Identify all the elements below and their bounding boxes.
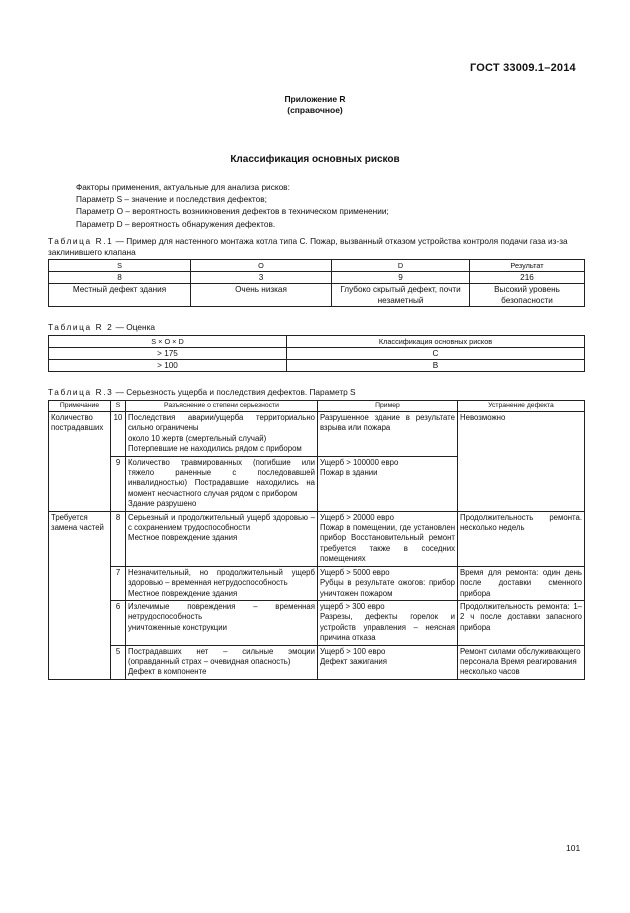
explanation-line: Излечимые повреждения – временная нетрудоспособность [128, 601, 315, 622]
s-cell: 7 [111, 566, 126, 600]
table-cell: 8 [49, 272, 191, 284]
table-row [49, 412, 585, 457]
table1-caption [48, 236, 588, 258]
table-row [49, 348, 585, 360]
example-line: Рубцы в результате ожогов: прибор уничтожен пожаром [320, 578, 455, 598]
example-cell [318, 600, 458, 645]
appendix-title: Приложение R [284, 94, 346, 104]
s-cell: 9 [111, 456, 126, 511]
example-line: Ущерб > 20000 евро [320, 512, 394, 522]
example-line: Ущерб > 100 евро [320, 646, 386, 656]
header-cell: Устранение дефекта [458, 401, 585, 412]
table-cell: Высокий уровень безопасности [470, 284, 585, 307]
table-cell: Глубоко скрытый дефект, почти незаметный [332, 284, 470, 307]
explanation-cell [126, 645, 318, 679]
explanation-line: Серьезный и продолжительный ущерб здоровью – с сохранением трудоспособности [128, 512, 315, 533]
table-header-row [49, 260, 585, 272]
table1-caption-label: Таблица R.1 [48, 236, 114, 246]
table-header-row [49, 336, 585, 348]
explanation-cell [126, 456, 318, 511]
fix-cell: Ремонт силами обслуживающего персонала Время реагирования несколько часов [458, 645, 585, 679]
explanation-cell [126, 600, 318, 645]
explanation-cell [126, 412, 318, 457]
table2-caption [48, 322, 588, 333]
table-cell: > 175 [49, 348, 287, 360]
s-cell: 5 [111, 645, 126, 679]
table-row [49, 511, 585, 566]
table3-caption-text: — Серьезность ущерба и последствия дефектов. Параметр S [113, 387, 356, 397]
explanation-line: Дефект в компоненте [128, 667, 207, 677]
header-cell: D [332, 260, 470, 272]
header-cell: Классификация основных рисков [287, 336, 585, 348]
header-cell: S × O × D [49, 336, 287, 348]
table-cell: > 100 [49, 360, 287, 372]
explanation-line: Количество травмированных (погибшие или тяжело раненные с последовавшей инвалидностью) Пострадавшие находились на момент несчастного случая рядом с прибором [128, 457, 315, 498]
explanation-line: Потерпевшие не находились рядом с прибором [128, 444, 302, 454]
standard-code: ГОСТ 33009.1–2014 [470, 62, 576, 74]
fix-cell: Продолжительность ремонта. несколько недель [458, 511, 585, 566]
fix-cell: Время для ремонта: один день после доставки сменного прибора [458, 566, 585, 600]
example-line: Ущерб > 5000 евро [320, 567, 390, 577]
s-cell: 8 [111, 511, 126, 566]
table-cell: B [287, 360, 585, 372]
explanation-line: Последствия аварии/ущерба территориально сильно ограничены [128, 413, 315, 433]
table-r2 [48, 335, 585, 372]
s-cell: 6 [111, 600, 126, 645]
example-cell [318, 456, 458, 511]
example-cell [318, 412, 458, 457]
note-cell: Требуется замена частей [49, 511, 111, 679]
table3-caption [48, 387, 588, 398]
header-cell: O [191, 260, 332, 272]
table-cell: Очень низкая [191, 284, 332, 307]
table-cell: C [287, 348, 585, 360]
example-line: Пожар в помещении, где установлен прибор Восстановительный ремонт требуется также в соседних помещениях [320, 523, 455, 564]
table2-caption-text: — Оценка [113, 322, 156, 332]
example-line: Пожар в здании [320, 468, 378, 478]
example-cell [318, 511, 458, 566]
header-cell: Результат [470, 260, 585, 272]
header-cell: Разъяснение о степени серьезности [126, 401, 318, 412]
table-row [49, 566, 585, 600]
example-line: Дефект зажигания [320, 656, 387, 666]
table2-caption-label: Таблица R 2 [48, 322, 114, 332]
explanation-cell [126, 566, 318, 600]
factors-paragraph [76, 181, 389, 230]
table1-caption-text: — Пример для настенного монтажа котла типа С. Пожар, вызванный отказом устройства контроля подачи газа из-за заклинившего клапана [48, 236, 568, 257]
example-cell [318, 645, 458, 679]
note-cell: Количество пострадавших [49, 412, 111, 512]
example-line: Разрушенное здание в результате взрыва или пожара [320, 413, 455, 433]
explanation-line: около 10 жертв (смертельный случай) [128, 433, 267, 443]
page-title: Классификация основных рисков [230, 154, 400, 165]
appendix-heading [0, 94, 630, 116]
appendix-subtitle: (справочное) [287, 105, 343, 115]
table-header-row [49, 401, 585, 412]
table3-caption-label: Таблица R.3 [48, 387, 114, 397]
explanation-line: уничтоженные конструкции [128, 622, 227, 632]
table-row [49, 284, 585, 307]
example-line: Разрезы, дефекты горелок и устройств управления – неясная причина отказа [320, 612, 455, 643]
explanation-cell [126, 511, 318, 566]
explanation-line: Местное повреждение здания [128, 533, 238, 543]
table-row [49, 360, 585, 372]
table-r3 [48, 400, 585, 680]
fix-cell: Продолжительность ремонта: 1–2 ч после доставки запасного прибора [458, 600, 585, 645]
factors-line: Факторы применения, актуальные для анализа рисков: [76, 182, 290, 192]
header-cell: S [111, 401, 126, 412]
table-cell: Местный дефект здания [49, 284, 191, 307]
header-cell: Пример [318, 401, 458, 412]
explanation-line: Здание разрушено [128, 499, 197, 509]
explanation-line: Местное повреждение здания [128, 588, 238, 598]
table-row [49, 600, 585, 645]
table-row [49, 645, 585, 679]
header-cell: S [49, 260, 191, 272]
example-line: Ущерб > 100000 евро [320, 457, 399, 467]
fix-cell: Невозможно [458, 412, 585, 512]
explanation-line: Незначительный, но продолжительный ущерб здоровью – временная нетрудоспособность [128, 567, 315, 588]
table-cell: 216 [470, 272, 585, 284]
s-cell: 10 [111, 412, 126, 457]
example-cell [318, 566, 458, 600]
table-cell: 9 [332, 272, 470, 284]
factors-line: Параметр O – вероятность возникновения дефектов в техническом применении; [76, 206, 389, 217]
table-row [49, 272, 585, 284]
table-r1 [48, 259, 585, 307]
page-number: 101 [566, 843, 581, 853]
explanation-line: Пострадавших нет – сильные эмоции (оправданный страх – очевидная опасность) [128, 646, 315, 666]
factors-line: Параметр S – значение и последствия дефектов; [76, 194, 267, 205]
factors-line: Параметр D – вероятность обнаружения дефектов. [76, 218, 276, 229]
header-cell: Примечание [49, 401, 111, 412]
table-cell: 3 [191, 272, 332, 284]
example-line: ущерб > 300 евро [320, 601, 385, 611]
